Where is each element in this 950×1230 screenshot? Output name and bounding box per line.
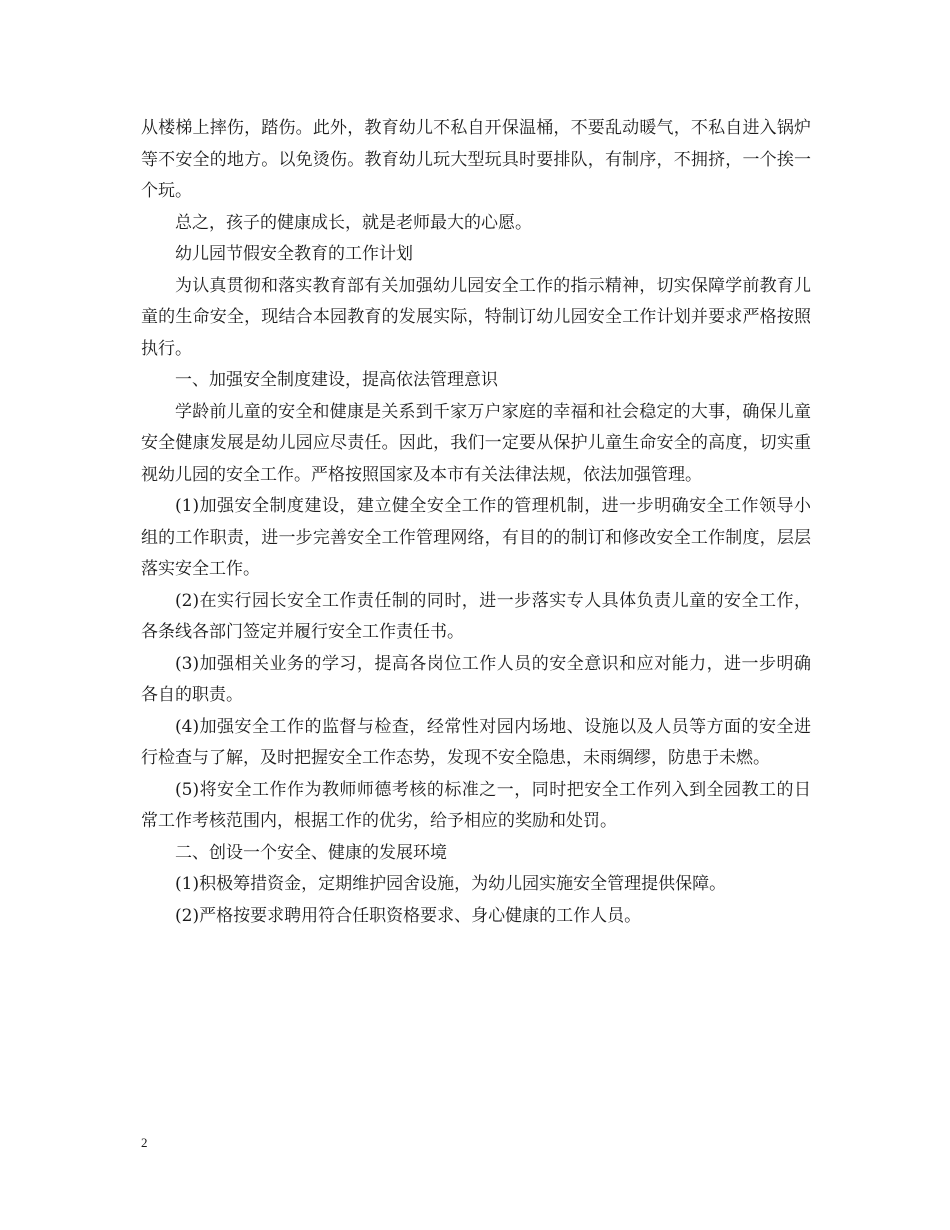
list-item-section-2-1: (1)积极筹措资金，定期维护园舍设施，为幼儿园实施安全管理提供保障。 [175, 874, 727, 894]
list-item-4: (4)加强安全工作的监督与检查，经常性对园内场地、设施以及人员等方面的安全进行检查与了解，及时把握安全工作态势，发现不安全隐患，未雨绸缪，防患于未燃。 [141, 716, 811, 768]
section-title: 幼儿园节假安全教育的工作计划 [175, 244, 413, 264]
list-item-1: (1)加强安全制度建设，建立健全安全工作的管理机制，进一步明确安全工作领导小组的工作职责，进一步完善安全工作管理网络，有目的的制订和修改安全工作制度，层层落实安全工作。 [141, 496, 811, 579]
paragraph-section-1: 学龄前儿童的安全和健康是关系到千家万户家庭的幸福和社会稳定的大事，确保儿童安全健康发展是幼儿园应尽责任。因此，我们一定要从保护儿童生命安全的高度，切实重视幼儿园的安全工作。严格按照国家及本市有关法律法规，依法加强管理。 [141, 401, 811, 485]
list-item-2: (2)在实行园长安全工作责任制的同时，进一步落实专人具体负责儿童的安全工作，各条线各部门签定并履行安全工作责任书。 [141, 590, 811, 642]
list-item-5: (5)将安全工作作为教师师德考核的标准之一，同时把安全工作列入到全园教工的日常工作考核范围内，根据工作的优劣，给予相应的奖励和处罚。 [141, 779, 811, 831]
paragraph-intro: 为认真贯彻和落实教育部有关加强幼儿园安全工作的指示精神，切实保障学前教育儿童的生命安全，现结合本园教育的发展实际，特制订幼儿园安全工作计划并要求严格按照执行。 [141, 275, 811, 359]
document-body [141, 113, 811, 932]
list-item-3: (3)加强相关业务的学习，提高各岗位工作人员的安全意识和应对能力，进一步明确各自的职责。 [141, 653, 811, 705]
heading-section-1: 一、加强安全制度建设，提高依法管理意识 [175, 370, 498, 390]
page-number: 2 [141, 1135, 148, 1150]
paragraph-continuation: 从楼梯上摔伤，踏伤。此外，教育幼儿不私自开保温桶，不要乱动暖气，不私自进入锅炉等不安全的地方。以免烫伤。教育幼儿玩大型玩具时要排队，有制序，不拥挤，一个挨一个玩。 [141, 118, 811, 201]
paragraph-conclusion: 总之，孩子的健康成长，就是老师最大的心愿。 [175, 212, 532, 233]
list-item-section-2-2: (2)严格按要求聘用符合任职资格要求、身心健康的工作人员。 [175, 905, 642, 926]
heading-section-2: 二、创设一个安全、健康的发展环境 [175, 842, 447, 863]
